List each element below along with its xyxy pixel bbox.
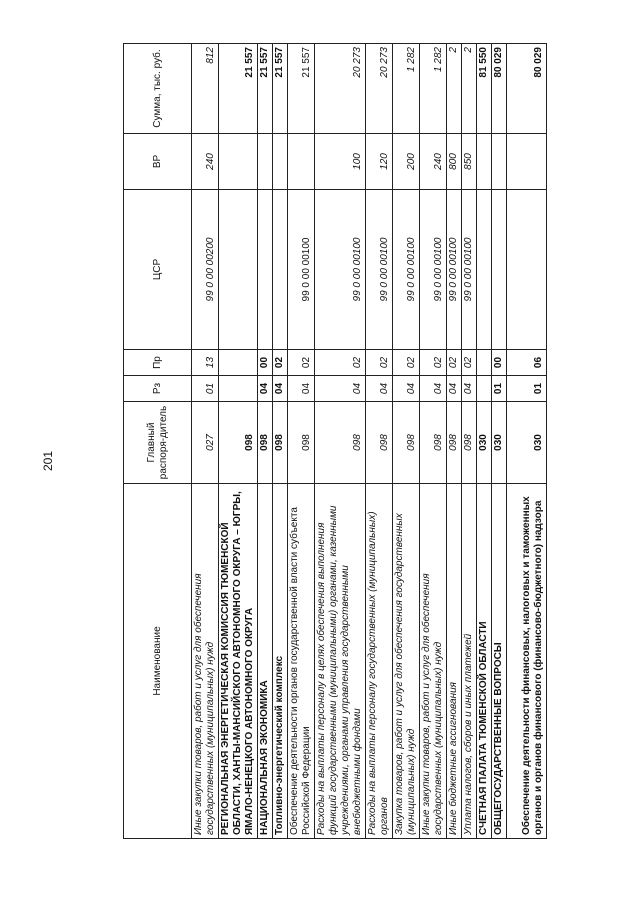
table-row — [258, 44, 273, 839]
cell-pr: 02 — [447, 350, 462, 376]
cell-name: Иные закупки товаров, работ и услуг для обеспечения государственных (муниципальных) нужд — [192, 484, 219, 839]
rotated-table-container — [123, 44, 583, 839]
cell-csr: 99 0 00 00100 — [462, 190, 477, 350]
cell-grbs: 098 — [288, 402, 315, 484]
cell-sum: 1 282 — [393, 44, 420, 134]
cell-name: ОБЩЕГОСУДАРСТВЕННЫЕ ВОПРОСЫ — [492, 484, 507, 839]
cell-pr: 02 — [273, 350, 288, 376]
cell-vr — [258, 134, 273, 190]
cell-grbs: 098 — [315, 402, 366, 484]
cell-sum: 1 282 — [420, 44, 447, 134]
cell-name: РЕГИОНАЛЬНАЯ ЭНЕРГЕТИЧЕСКАЯ КОМИССИЯ ТЮМЕНСКОЙ ОБЛАСТИ, ХАНТЫ-МАНСИЙСКОГО АВТОНОМНОГО ОКРУГА – ЮГРЫ, ЯМАЛО-НЕНЕЦКОГО АВТОНОМНОГО ОКРУГА — [219, 484, 258, 839]
cell-pr: 02 — [462, 350, 477, 376]
cell-grbs: 098 — [366, 402, 393, 484]
header-sum: Сумма, тыс. руб. — [124, 44, 192, 134]
page-number: 201 — [41, 450, 55, 471]
cell-pr: 13 — [192, 350, 219, 376]
header-name: Наименование — [124, 484, 192, 839]
cell-vr: 800 — [447, 134, 462, 190]
table-header-row — [124, 44, 192, 839]
cell-sum: 20 273 — [366, 44, 393, 134]
cell-csr: 99 0 00 00100 — [288, 190, 315, 350]
header-rz: Рз — [124, 376, 192, 402]
cell-rz: 01 — [192, 376, 219, 402]
table-row — [219, 44, 258, 839]
cell-name: Закупка товаров, работ и услуг для обеспечения государственных (муниципальных) нужд — [393, 484, 420, 839]
cell-csr — [492, 190, 507, 350]
cell-rz: 04 — [273, 376, 288, 402]
cell-rz: 04 — [420, 376, 447, 402]
header-pr: Пр — [124, 350, 192, 376]
cell-name: Уплата налогов, сборов и иных платежей — [462, 484, 477, 839]
cell-csr: 99 0 00 00100 — [420, 190, 447, 350]
cell-name: Обеспечение деятельности органов государственной власти субъекта Российской Федерации — [288, 484, 315, 839]
cell-vr — [477, 134, 492, 190]
table-row — [462, 44, 477, 839]
cell-grbs: 030 — [492, 402, 507, 484]
cell-name: Иные бюджетные ассигнования — [447, 484, 462, 839]
table-row — [447, 44, 462, 839]
cell-rz — [477, 376, 492, 402]
cell-name: Иные закупки товаров, работ и услуг для обеспечения государственных (муниципальных) нужд — [420, 484, 447, 839]
table-row — [366, 44, 393, 839]
cell-sum: 80 029 — [507, 44, 547, 134]
cell-grbs: 098 — [273, 402, 288, 484]
cell-grbs: 098 — [447, 402, 462, 484]
cell-vr: 240 — [420, 134, 447, 190]
cell-name: НАЦИОНАЛЬНАЯ ЭКОНОМИКА — [258, 484, 273, 839]
cell-pr — [219, 350, 258, 376]
cell-sum: 2 — [447, 44, 462, 134]
cell-csr — [507, 190, 547, 350]
cell-rz: 04 — [393, 376, 420, 402]
cell-pr: 00 — [492, 350, 507, 376]
cell-rz: 04 — [462, 376, 477, 402]
cell-vr: 850 — [462, 134, 477, 190]
cell-csr — [219, 190, 258, 350]
cell-csr: 99 0 00 00100 — [315, 190, 366, 350]
cell-grbs: 030 — [507, 402, 547, 484]
cell-grbs: 098 — [258, 402, 273, 484]
cell-pr: 02 — [420, 350, 447, 376]
cell-vr — [219, 134, 258, 190]
cell-pr: 00 — [258, 350, 273, 376]
table-row — [420, 44, 447, 839]
cell-sum: 21 557 — [219, 44, 258, 134]
cell-vr: 120 — [366, 134, 393, 190]
table-row — [477, 44, 492, 839]
cell-vr — [507, 134, 547, 190]
cell-pr: 02 — [315, 350, 366, 376]
cell-name: Топливно-энергетический комплекс — [273, 484, 288, 839]
budget-table — [123, 43, 547, 839]
table-row — [507, 44, 547, 839]
cell-pr — [477, 350, 492, 376]
cell-csr: 99 0 00 00100 — [447, 190, 462, 350]
cell-sum: 21 557 — [258, 44, 273, 134]
cell-pr: 02 — [288, 350, 315, 376]
cell-sum: 20 273 — [315, 44, 366, 134]
cell-name: Расходы на выплаты персоналу государственных (муниципальных) органов — [366, 484, 393, 839]
cell-vr: 240 — [192, 134, 219, 190]
cell-pr: 06 — [507, 350, 547, 376]
table-row — [492, 44, 507, 839]
cell-rz: 01 — [492, 376, 507, 402]
cell-vr: 200 — [393, 134, 420, 190]
cell-grbs: 027 — [192, 402, 219, 484]
cell-vr — [288, 134, 315, 190]
cell-rz: 04 — [447, 376, 462, 402]
cell-sum: 21 557 — [288, 44, 315, 134]
table-row — [288, 44, 315, 839]
cell-rz: 04 — [315, 376, 366, 402]
cell-rz: 04 — [258, 376, 273, 402]
cell-pr: 02 — [366, 350, 393, 376]
header-grbs: Главный распоря-дитель — [124, 402, 192, 484]
cell-rz: 01 — [507, 376, 547, 402]
cell-rz: 04 — [288, 376, 315, 402]
cell-vr — [273, 134, 288, 190]
cell-csr — [258, 190, 273, 350]
cell-sum: 80 029 — [492, 44, 507, 134]
cell-csr: 99 0 00 00200 — [192, 190, 219, 350]
cell-sum: 81 550 — [477, 44, 492, 134]
table-body — [192, 44, 547, 839]
table-row — [273, 44, 288, 839]
cell-sum: 812 — [192, 44, 219, 134]
cell-csr: 99 0 00 00100 — [366, 190, 393, 350]
cell-grbs: 098 — [393, 402, 420, 484]
table-row — [315, 44, 366, 839]
cell-grbs: 098 — [420, 402, 447, 484]
header-vr: ВР — [124, 134, 192, 190]
cell-csr — [477, 190, 492, 350]
cell-name: Обеспечение деятельности финансовых, налоговых и таможенных органов и органов финансового (финансово-бюджетного) надзора — [507, 484, 547, 839]
cell-sum: 21 557 — [273, 44, 288, 134]
cell-sum: 2 — [462, 44, 477, 134]
table-row — [192, 44, 219, 839]
table-row — [393, 44, 420, 839]
cell-pr: 02 — [393, 350, 420, 376]
cell-rz: 04 — [366, 376, 393, 402]
cell-grbs: 098 — [462, 402, 477, 484]
cell-grbs: 030 — [477, 402, 492, 484]
cell-csr — [273, 190, 288, 350]
cell-vr: 100 — [315, 134, 366, 190]
cell-grbs: 098 — [219, 402, 258, 484]
cell-name: Расходы на выплаты персоналу в целях обеспечения выполнения функций государственными (муниципальными) органами, казенными учреждениями, органами управления государственными внебюджетными фондами — [315, 484, 366, 839]
cell-csr: 99 0 00 00100 — [393, 190, 420, 350]
cell-vr — [492, 134, 507, 190]
cell-rz — [219, 376, 258, 402]
cell-name: СЧЕТНАЯ ПАЛАТА ТЮМЕНСКОЙ ОБЛАСТИ — [477, 484, 492, 839]
header-csr: ЦСР — [124, 190, 192, 350]
